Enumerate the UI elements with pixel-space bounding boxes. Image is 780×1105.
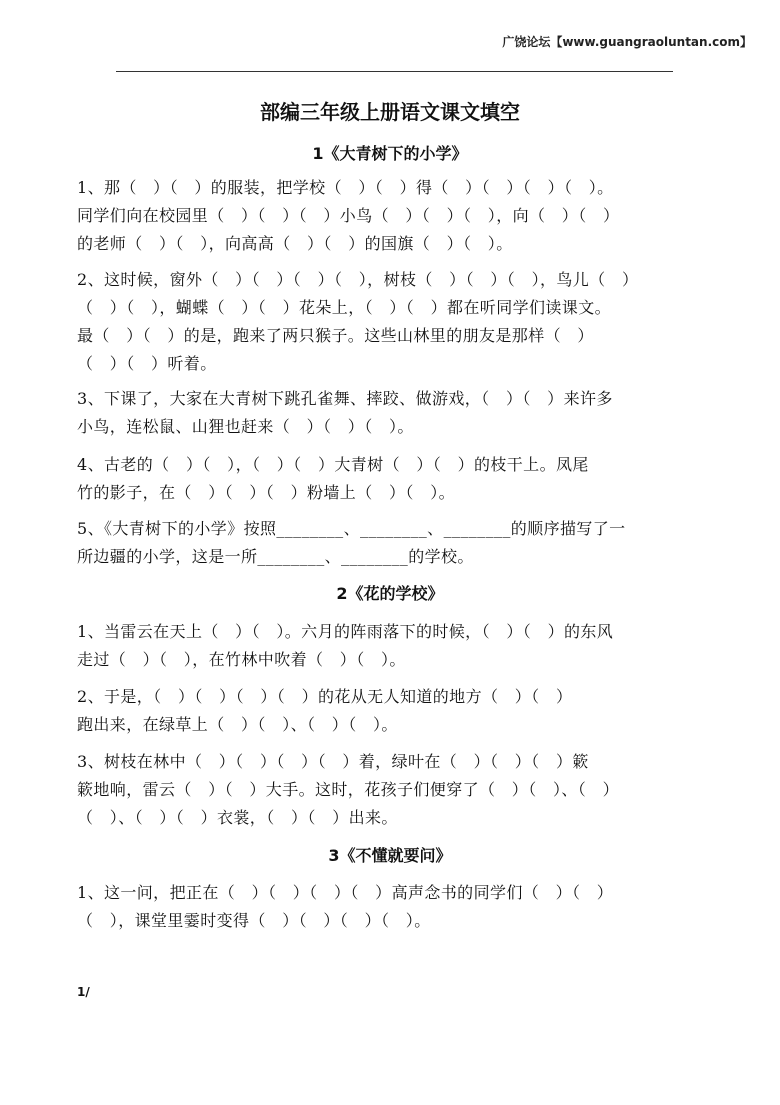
text-line: 5、《大青树下的小学》按照________、________、________的顺序描写了一 (77, 519, 626, 538)
text-line: 所边疆的小学，这是一所________、________的学校。 (77, 547, 474, 566)
section-2-item-2 (77, 683, 707, 739)
text-line: 最（ ）（ ）的是，跑来了两只猴子。这些山林里的朋友是那样（ ） (77, 326, 594, 345)
section-title-2: 2《花的学校》 (336, 584, 444, 603)
section-1-item-1 (77, 174, 707, 258)
section-2-item-3 (77, 748, 707, 832)
text-line: 1、当雷云在天上（ ）（ ）。六月的阵雨落下的时候，（ ）（ ）的东风 (77, 622, 614, 641)
section-1-item-2 (77, 266, 707, 378)
text-line: 1、这一问，把正在（ ）（ ）（ ）（ ）高声念书的同学们（ ）（ ） (77, 883, 614, 902)
text-line: 4、古老的（ ）（ ），（ ）（ ）大青树（ ）（ ）的枝干上。凤尾 (77, 455, 589, 474)
text-line: 2、于是，（ ）（ ）（ ）（ ）的花从无人知道的地方（ ）（ ） (77, 687, 573, 706)
text-line: 走过（ ）（ ），在竹林中吹着（ ）（ ）。 (77, 650, 406, 669)
text-line: （ ），课堂里霎时变得（ ）（ ）（ ）（ ）。 (77, 911, 431, 930)
text-line: 竹的影子，在（ ）（ ）（ ）粉墙上（ ）（ ）。 (77, 483, 456, 502)
site-watermark: 广饶论坛【www.guangraoluntan.com】 (502, 35, 752, 49)
text-line: 小鸟，连松鼠、山狸也赶来（ ）（ ）（ ）。 (77, 417, 414, 436)
text-line: 3、树枝在林中（ ）（ ）（ ）（ ）着，绿叶在（ ）（ ）（ ）簌 (77, 752, 589, 771)
text-line: 2、这时候，窗外（ ）（ ）（ ）（ ），树枝（ ）（ ）（ ），鸟儿（ ） (77, 270, 639, 289)
section-1-item-3 (77, 385, 707, 441)
header-rule (116, 71, 673, 72)
section-1-item-4 (77, 451, 707, 507)
section-1-item-5 (77, 515, 707, 571)
document-title: 部编三年级上册语文课文填空 (260, 100, 520, 124)
section-3-item-1 (77, 879, 707, 935)
text-line: 跑出来，在绿草上（ ）（ ）、（ ）（ ）。 (77, 715, 398, 734)
section-title-3: 3《不懂就要问》 (328, 846, 452, 865)
section-2-item-1 (77, 618, 707, 674)
page-number: 1/ (77, 985, 90, 999)
section-title-1: 1《大青树下的小学》 (312, 144, 468, 163)
text-line: （ ）（ ），蝴蝶（ ）（ ）花朵上，（ ）（ ）都在听同学们读课文。 (77, 298, 612, 317)
text-line: （ ）（ ）听着。 (77, 354, 217, 373)
text-line: 3、下课了，大家在大青树下跳孔雀舞、摔跤、做游戏，（ ）（ ）来许多 (77, 389, 613, 408)
text-line: （ ）、（ ）（ ）衣裳，（ ）（ ）出来。 (77, 808, 398, 827)
text-line: 簌地响，雷云（ ）（ ）大手。这时，花孩子们便穿了（ ）（ ）、（ ） (77, 780, 620, 799)
text-line: 同学们向在校园里（ ）（ ）（ ）小鸟（ ）（ ）（ ），向（ ）（ ） (77, 206, 620, 225)
text-line: 的老师（ ）（ ），向高高（ ）（ ）的国旗（ ）（ ）。 (77, 234, 513, 253)
text-line: 1、那（ ）（ ）的服装，把学校（ ）（ ）得（ ）（ ）（ ）（ ）。 (77, 178, 614, 197)
